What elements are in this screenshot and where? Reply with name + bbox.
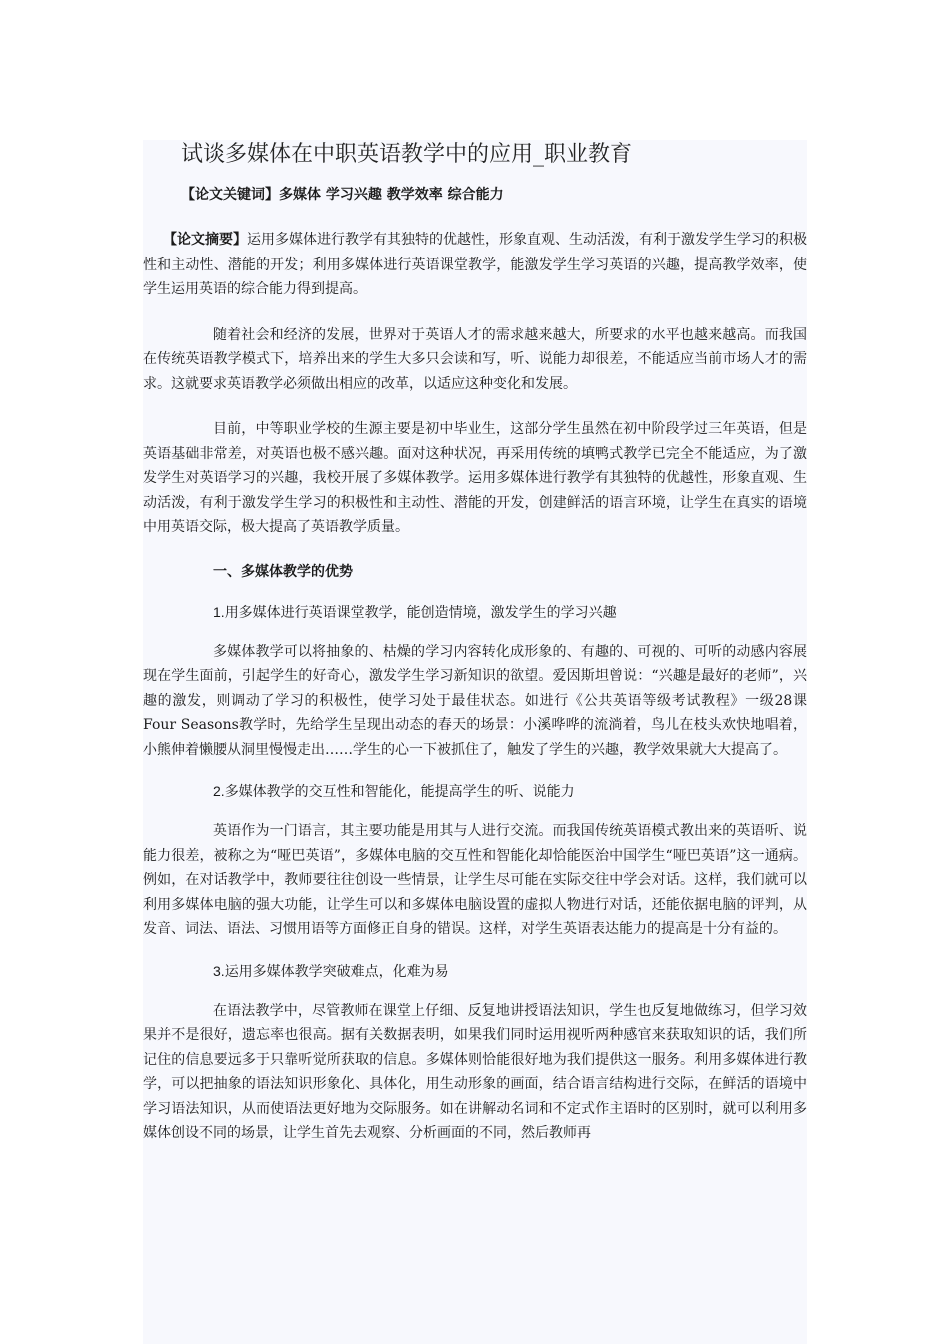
keywords-line: 【论文关键词】多媒体 学习兴趣 教学效率 综合能力 xyxy=(181,187,504,203)
abstract-paragraph xyxy=(143,228,807,302)
article xyxy=(143,140,807,1146)
subsection-title-2: 多媒体教学的交互性和智能化，能提高学生的听、说能力 xyxy=(224,784,575,800)
abstract-text: 运用多媒体进行教学有其独特的优越性，形象直观、生动活泼，有利于激发学生学习的积极性和主动性、潜能的开发；利用多媒体进行英语课堂教学，能激发学生学习英语的兴趣，提高教学效率，使学生运用英语的综合能力得到提高。 xyxy=(143,232,807,297)
intro-paragraph-2: 目前，中等职业学校的生源主要是初中毕业生，这部分学生虽然在初中阶段学过三年英语，但是英语基础非常差，对英语也极不感兴趣。面对这种状况，再采用传统的填鸭式教学已完全不能适应，为了激发学生对英语学习的兴趣，我校开展了多媒体教学。运用多媒体进行教学有其独特的优越性，形象直观、生动活泼，有利于激发学生学习的积极性和主动性、潜能的开发，创建鲜活的语言环境，让学生在真实的语境中用英语交际，极大提高了英语教学质量。 xyxy=(143,421,807,535)
subsection-heading-1 xyxy=(143,601,807,624)
section-heading: 一、多媒体教学的优势 xyxy=(213,563,353,580)
subsection-paragraph-2: 英语作为一门语言，其主要功能是用其与人进行交流。而我国传统英语模式教出来的英语听、说能力很差，被称之为“哑巴英语”，多媒体电脑的交互性和智能化却恰能医治中国学生“哑巴英语”这一通病。例如，在对话教学中，教师要往往创设一些情景，让学生尽可能在实际交往中学会对话。这样，我们就可以利用多媒体电脑的强大功能，让学生可以和多媒体电脑设置的虚拟人物进行对话，还能依据电脑的评判，从发音、词法、语法、习惯用语等方面修正自身的错误。这样，对学生英语表达能力的提高是十分有益的。 xyxy=(143,823,807,937)
article-title: 试谈多媒体在中职英语教学中的应用_职业教育 xyxy=(181,142,633,167)
abstract-tag: 【论文摘要】 xyxy=(163,232,247,248)
subsection-title-3: 运用多媒体教学突破难点，化难为易 xyxy=(224,963,449,980)
subsection-heading-2 xyxy=(143,780,807,803)
subsection-title-1: 用多媒体进行英语课堂教学，能创造情境，激发学生的学习兴趣 xyxy=(224,604,617,621)
subsection-number-3: 3. xyxy=(213,962,225,979)
subsection-heading-3 xyxy=(143,960,807,983)
intro-paragraph-1: 随着社会和经济的发展，世界对于英语人才的需求越来越大，所要求的水平也越来越高。而我国在传统英语教学模式下，培养出来的学生大多只会读和写，听、说能力却很差，不能适应当前市场人才的需求。这就要求英语教学必须做出相应的改革，以适应这种变化和发展。 xyxy=(143,326,807,392)
subsection-paragraph-1: 多媒体教学可以将抽象的、枯燥的学习内容转化成形象的、有趣的、可视的、可听的动感内容展现在学生面前，引起学生的好奇心，激发学生学习新知识的欲望。爱因斯坦曾说：“兴趣是最好的老师”，兴趣的激发，则调动了学习的积极性，使学习处于最佳状态。如进行《公共英语等级考试教程》一级28课Four Seasons教学时，先给学生呈现出动态的春天的场景：小溪哗哗的流淌着，鸟儿在枝头欢快地唱着，小熊伸着懒腰从洞里慢慢走出……学生的心一下被抓住了，触发了学生的兴趣，教学效果就大大提高了。 xyxy=(143,643,807,758)
subsection-paragraph-3: 在语法教学中，尽管教师在课堂上仔细、反复地讲授语法知识，学生也反复地做练习，但学习效果并不是很好，遗忘率也很高。据有关数据表明，如果我们同时运用视听两种感官来获取知识的话，我们所记住的信息要远多于只靠听觉所获取的信息。多媒体则恰能很好地为我们提供这一服务。利用多媒体进行教学，可以把抽象的语法知识形象化、具体化，用生动形象的画面，结合语言结构进行交际，在鲜活的语境中学习语法知识，从而使语法更好地为交际服务。如在讲解动名词和不定式作主语时的区别时，就可以利用多媒体创设不同的场景，让学生首先去观察、分析画面的不同，然后教师再 xyxy=(143,1002,807,1141)
subsection-number-2: 2. xyxy=(213,783,225,799)
subsection-number-1: 1. xyxy=(213,603,225,620)
